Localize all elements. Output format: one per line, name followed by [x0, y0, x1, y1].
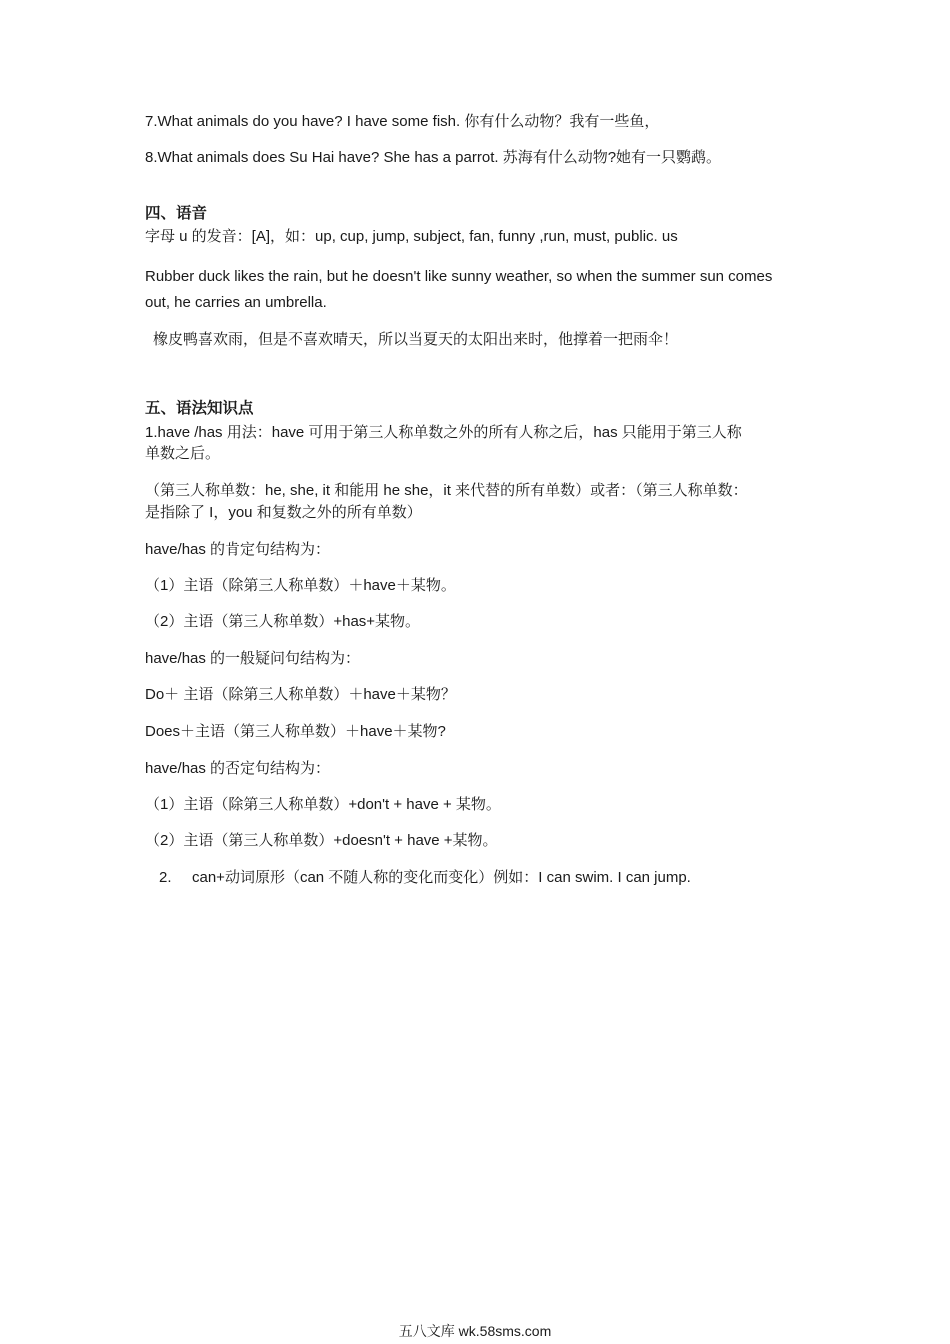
question-title: have/has 的一般疑问句结构为： [145, 650, 361, 667]
grammar-p1-line-2: 单数之后。 [145, 445, 221, 462]
grammar-heading: 五、语法知识点 [145, 400, 254, 417]
grammar-p2-line-2: 是指除了 I，you 和复数之外的所有单数） [145, 504, 422, 521]
negative-title: have/has 的否定句结构为： [145, 760, 331, 777]
negative-rule-1: （1）主语（除第三人称单数）+don't + have + 某物。 [145, 796, 501, 813]
point-2-text: can+动词原形（can 不随人称的变化而变化）例如：I can swim. I can jump. [192, 869, 691, 886]
footer-watermark: 五八文库 wk.58sms.com [398, 1323, 552, 1339]
rhyme-english-line-1: Rubber duck likes the rain, but he doesn't like sunny weather, so when the summer sun comes [145, 268, 773, 285]
sentence-8: 8.What animals does Su Hai have? She has a parrot. 苏海有什么动物?她有一只鹦鹉。 [145, 149, 722, 166]
affirmative-rule-2: （2）主语（第三人称单数）+has+某物。 [145, 613, 421, 630]
question-rule-1: Do＋ 主语（除第三人称单数）＋have＋某物？ [145, 686, 456, 703]
affirmative-rule-1: （1）主语（除第三人称单数）＋have＋某物。 [145, 577, 456, 594]
point-2-number: 2. [159, 869, 172, 886]
grammar-p2-line-1: （第三人称单数：he, she, it 和能用 he she，it 来代替的所有单数）或者：（第三人称单数： [145, 482, 748, 499]
rhyme-english-line-2: out, he carries an umbrella. [145, 294, 327, 311]
question-rule-2: Does＋主语（第三人称单数）＋have＋某物? [145, 723, 446, 740]
rhyme-chinese: 橡皮鸭喜欢雨，但是不喜欢晴天，所以当夏天的太阳出来时，他撑着一把雨伞！ [153, 331, 679, 348]
phonics-heading: 四、语音 [145, 205, 208, 222]
phonics-letter-u: 字母 u 的发音：[A]，如：up, cup, jump, subject, fan, funny ,run, must, public. us [145, 228, 678, 245]
sentence-7: 7.What animals do you have? I have some fish. 你有什么动物？我有一些鱼， [145, 113, 660, 130]
grammar-p1-line-1: 1.have /has 用法：have 可用于第三人称单数之外的所有人称之后，has 只能用于第三人称 [145, 424, 742, 441]
affirmative-title: have/has 的肯定句结构为： [145, 541, 331, 558]
negative-rule-2: （2）主语（第三人称单数）+doesn't + have +某物。 [145, 832, 498, 849]
